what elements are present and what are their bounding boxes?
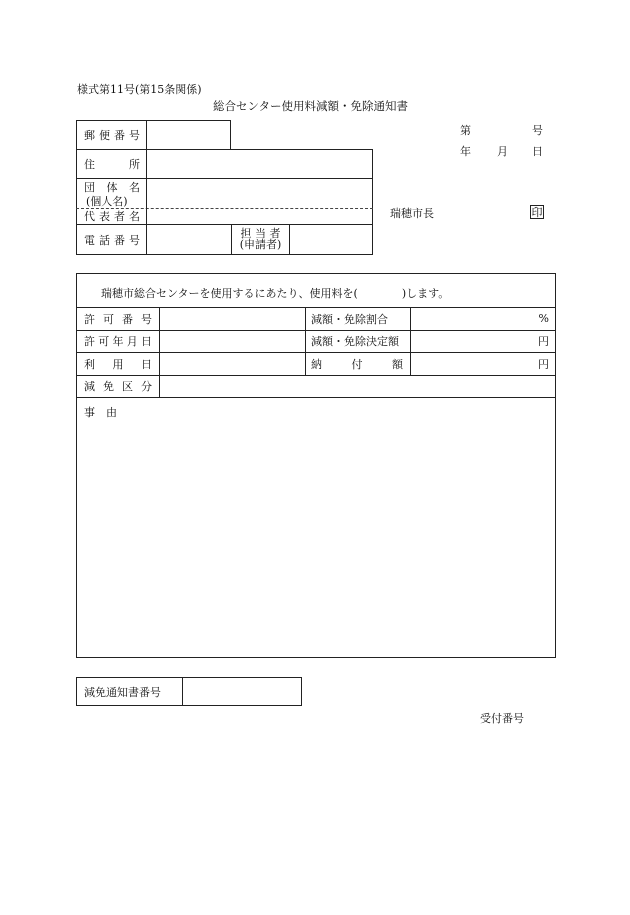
percent-unit: % xyxy=(538,312,549,325)
date-month: 月 xyxy=(497,145,508,158)
yen-unit: 円 xyxy=(538,357,549,371)
group-name-field[interactable] xyxy=(147,179,372,207)
address-field[interactable] xyxy=(147,150,372,177)
reduction-rate-field[interactable] xyxy=(411,308,549,329)
reduction-category-field[interactable] xyxy=(160,376,555,396)
usage-date-field[interactable] xyxy=(160,353,304,374)
reason-label: 事 由 xyxy=(84,406,117,419)
permit-date-label: 許 可 年 月 日 xyxy=(84,335,152,348)
seal-mark: 印 xyxy=(531,206,543,219)
reduction-category-label: 減 免 区 分 xyxy=(84,380,152,393)
decided-amount-field[interactable] xyxy=(411,331,549,351)
payment-amount-label: 納 付 額 xyxy=(311,357,403,371)
reason-field[interactable] xyxy=(77,420,555,656)
representative-field[interactable] xyxy=(147,209,372,223)
reduction-rate-label: 減額・免除割合 xyxy=(311,312,388,326)
receipt-number-label: 受付番号 xyxy=(480,712,524,725)
representative-label: 代 表 者 名 xyxy=(84,210,140,223)
usage-fee-statement: 瑞穂市総合センターを使用するにあたり、使用料を( )します。 xyxy=(101,287,450,300)
form-reference: 様式第11号(第15条関係) xyxy=(77,83,202,96)
permit-date-field[interactable] xyxy=(160,331,304,351)
date-year: 年 xyxy=(460,145,471,158)
person-in-charge-field[interactable] xyxy=(290,225,372,254)
postal-code-field[interactable] xyxy=(147,121,230,149)
notice-number-label: 減免通知書番号 xyxy=(84,685,161,699)
number-suffix: 号 xyxy=(532,124,543,137)
mayor-label: 瑞穂市長 xyxy=(390,207,434,220)
decided-amount-label: 減額・免除決定額 xyxy=(311,335,399,348)
postal-code-label: 郵 便 番 号 xyxy=(84,129,140,142)
phone-field[interactable] xyxy=(147,225,230,254)
permit-number-field[interactable] xyxy=(160,308,304,329)
yen-unit: 円 xyxy=(538,335,549,348)
date-day: 日 xyxy=(532,145,543,158)
document-title: 総合センター使用料減額・免除通知書 xyxy=(213,99,409,113)
group-name-label: 団 体 名 xyxy=(84,181,140,194)
number-prefix: 第 xyxy=(460,124,471,137)
individual-name-sublabel: (個人名) xyxy=(86,195,128,208)
notice-number-field[interactable] xyxy=(183,678,301,705)
address-label: 住 所 xyxy=(84,157,140,171)
permit-number-label: 許 可 番 号 xyxy=(84,312,152,326)
phone-label: 電 話 番 号 xyxy=(84,233,140,247)
payment-amount-field[interactable] xyxy=(411,353,549,374)
usage-date-label: 利 用 日 xyxy=(84,357,152,371)
person-in-charge-label: 担 当 者 (申請者) xyxy=(239,227,282,251)
